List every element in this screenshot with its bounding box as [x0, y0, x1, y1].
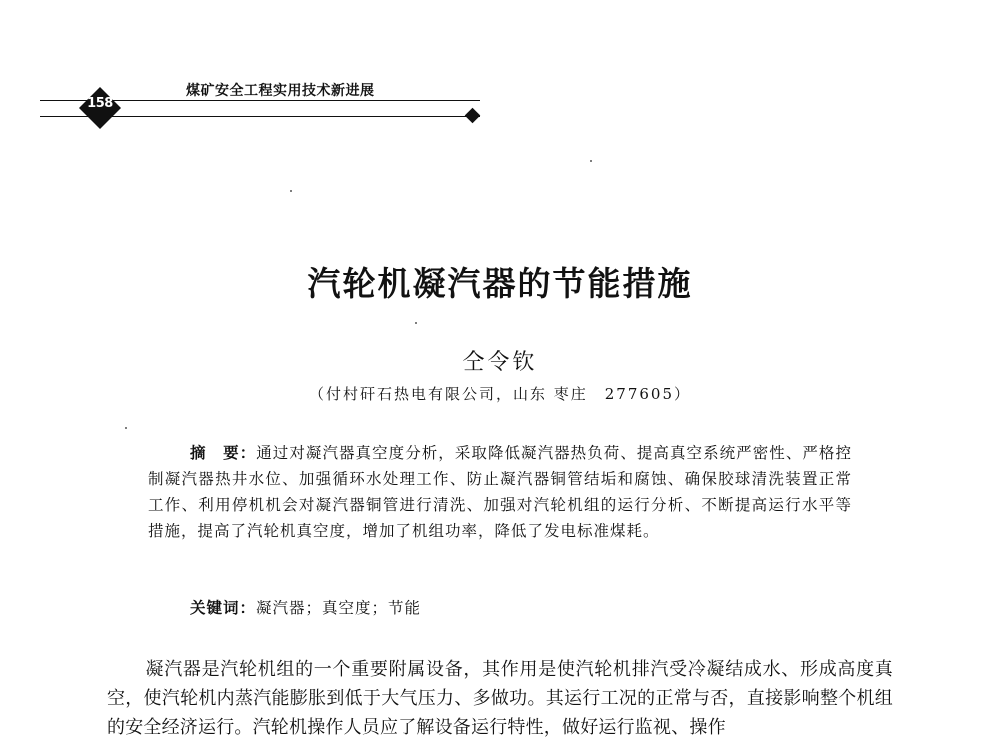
body-paragraph-text: 凝汽器是汽轮机组的一个重要附属设备，其作用是使汽轮机排汽受冷凝结成水、形成高度真空，使汽轮机内蒸汽能膨胀到低于大气压力、多做功。其运行工况的正常与否，直接影响整个机组的安全经济运行。汽轮机操作人员应了解设备运行特性，做好运行监视、操作 — [107, 659, 893, 738]
author-name: 仝令钦 — [462, 350, 538, 375]
page-number: 158 — [87, 96, 113, 111]
article-title: 汽轮机凝汽器的节能措施 — [307, 264, 693, 303]
author-affiliation: （付村矸石热电有限公司，山东 枣庄 277605） — [308, 385, 692, 403]
journal-title: 煤矿安全工程实用技术新进展 — [186, 83, 375, 99]
keywords-label: 关键词： — [190, 599, 257, 617]
scan-speck — [590, 160, 592, 162]
header-diamond-icon — [465, 108, 481, 124]
body-paragraph — [107, 655, 893, 742]
scan-speck — [415, 322, 417, 324]
scan-speck — [290, 190, 292, 192]
keywords — [190, 596, 421, 618]
scan-speck — [125, 427, 127, 429]
abstract-label: 摘 要： — [190, 444, 257, 462]
abstract — [148, 440, 852, 544]
abstract-text: 通过对凝汽器真空度分析，采取降低凝汽器热负荷、提高真空系统严密性、严格控制凝汽器热井水位、加强循环水处理工作、防止凝汽器铜管结垢和腐蚀、确保胶球清洗装置正常工作、利用停机机会对凝汽器铜管进行清洗、加强对汽轮机组的运行分析、不断提高运行水平等措施，提高了汽轮机真空度，增加了机组功率，降低了发电标准煤耗。 — [148, 444, 852, 540]
keywords-text: 凝汽器；真空度；节能 — [256, 599, 422, 617]
